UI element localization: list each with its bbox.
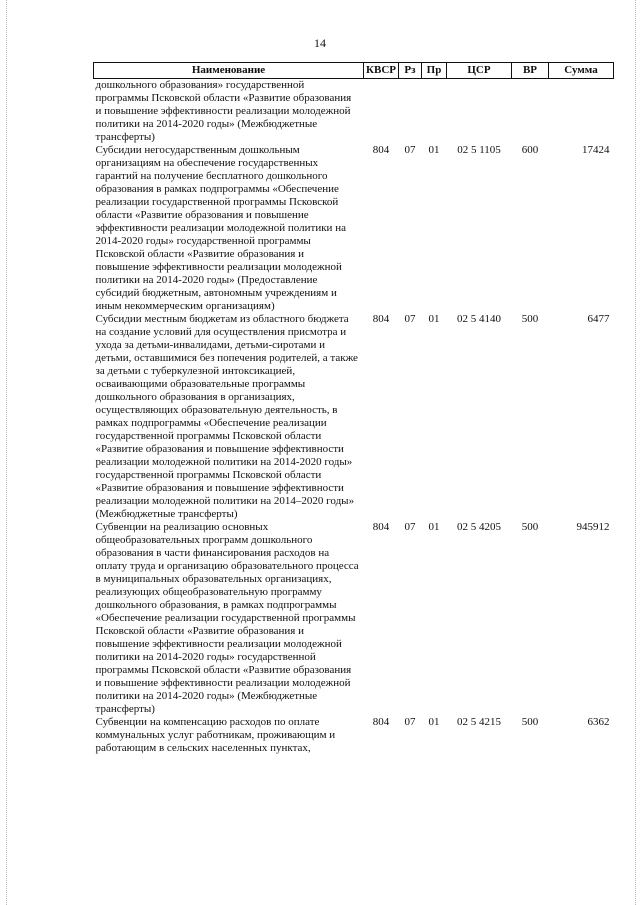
row-vr xyxy=(512,79,549,145)
row-sum: 17424 xyxy=(582,144,610,156)
header-name: Наименование xyxy=(94,63,364,79)
row-sum xyxy=(549,79,614,145)
scan-edge-left xyxy=(6,0,8,905)
row-name: Субсидии негосударственным дошкольным организациям на обеспечение государственных гарантий на получение бесплатного дошкольного образования в рамках подпрограммы «Обеспечение реализации государственной программы Псковской области «Развитие образования и повышение эффективности реализации молодежной политики на 2014-2020 годы» государственной программы Псковской области «Развитие образования и повышение эффективности реализации молодежной политики на 2014-2020 годы» (Предоставление субсидий бюджетным, автономным учреждениям и иным некоммерческим организациям) xyxy=(95,144,346,312)
row-rz: 07 xyxy=(404,313,416,325)
row-csr: 02 5 1105 xyxy=(457,144,501,156)
header-csr: ЦСР xyxy=(447,63,512,79)
row-vr: 500 xyxy=(521,521,539,533)
row-sum: 6362 xyxy=(587,716,610,728)
table-header-row xyxy=(94,63,614,79)
header-rz: Рз xyxy=(399,63,422,79)
row-name: Субсидии местным бюджетам из областного бюджета на создание условий для осуществления присмотра и ухода за детьми-инвалидами, детьми-сиротами и детьми, оставшимися без попечения родителей, а также за детьми с туберкулезной интоксикацией, осваивающими образовательные программы дошкольного образования в организациях, осуществляющих образовательную деятельность, в рамках подпрограммы «Обеспечение реализации государственной программы Псковской области «Развитие образования и повышение эффективности реализации молодежной политики на 2014-2020 годы» государственной программы Псковской области «Развитие образования и повышение эффективности реализации молодежной политики на 2014–2020 годы» (Межбюджетные трансферты) xyxy=(95,313,358,520)
row-kvsr: 804 xyxy=(372,144,390,156)
table-row xyxy=(94,313,614,521)
table-row xyxy=(94,716,614,755)
table-row xyxy=(94,521,614,716)
table-row xyxy=(94,79,614,145)
row-kvsr: 804 xyxy=(372,313,390,325)
row-sum: 945912 xyxy=(576,521,610,533)
row-pr: 01 xyxy=(428,716,440,728)
table-row xyxy=(94,144,614,313)
row-pr: 01 xyxy=(428,144,440,156)
row-kvsr xyxy=(364,79,399,145)
row-pr xyxy=(422,79,447,145)
header-vr: ВР xyxy=(512,63,549,79)
row-name: Субвенции на компенсацию расходов по оплате коммунальных услуг работникам, проживающим и работающим в сельских населенных пунктах, xyxy=(95,716,336,754)
row-rz: 07 xyxy=(404,716,416,728)
row-pr: 01 xyxy=(428,521,440,533)
page-number: 14 xyxy=(314,36,326,50)
row-rz: 07 xyxy=(404,521,416,533)
header-kvsr: КВСР xyxy=(364,63,399,79)
row-csr xyxy=(447,79,512,145)
row-csr: 02 5 4205 xyxy=(457,521,501,533)
row-vr: 600 xyxy=(521,144,539,156)
header-pr: Пр xyxy=(422,63,447,79)
row-sum: 6477 xyxy=(587,313,610,325)
row-name: Субвенции на реализацию основных общеобразовательных программ дошкольного образования в части финансирования расходов на оплату труда и организацию образовательного процесса в муниципальных образовательных организациях, реализующих общеобразовательную программу дошкольного образования, в рамках подпрограммы «Обеспечение реализации государственной программы Псковской области «Развитие образования и повышение эффективности реализации молодежной политики на 2014-2020 годы» государственной программы Псковской области «Развитие образования и повышение эффективности реализации молодежной политики на 2014-2020 годы» (Межбюджетные трансферты) xyxy=(95,521,359,715)
budget-table xyxy=(93,62,614,755)
scan-edge-right xyxy=(635,0,637,905)
row-kvsr: 804 xyxy=(372,521,390,533)
row-vr: 500 xyxy=(521,716,539,728)
row-rz: 07 xyxy=(404,144,416,156)
header-sum: Сумма xyxy=(549,63,614,79)
row-vr: 500 xyxy=(521,313,539,325)
row-name: дошкольного образования» государственной программы Псковской области «Развитие образования и повышение эффективности реализации молодежной политики на 2014-2020 годы» (Межбюджетные трансферты) xyxy=(95,79,352,143)
row-rz xyxy=(399,79,422,145)
row-pr: 01 xyxy=(428,313,440,325)
row-csr: 02 5 4215 xyxy=(457,716,501,728)
row-csr: 02 5 4140 xyxy=(457,313,501,325)
row-kvsr: 804 xyxy=(372,716,390,728)
